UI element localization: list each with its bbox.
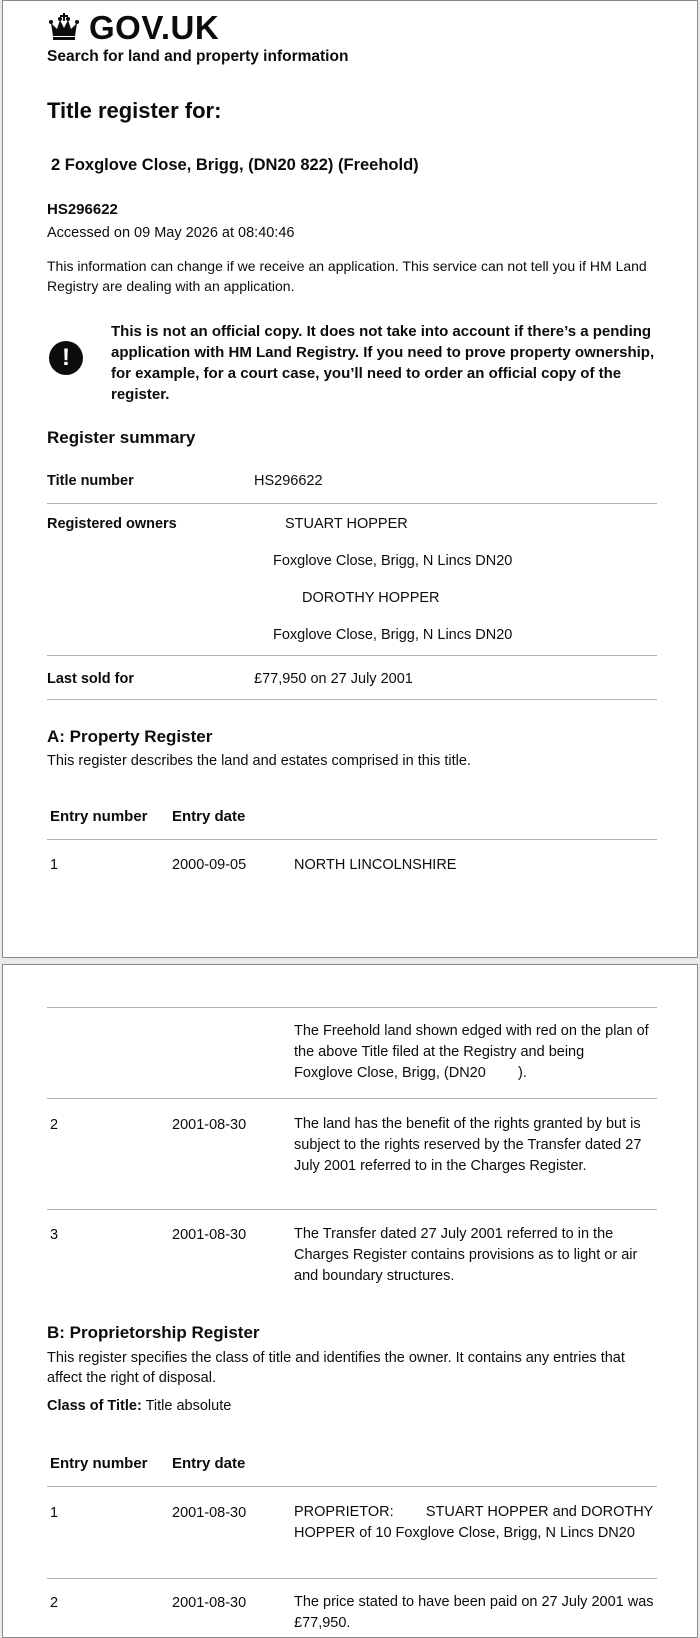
service-name[interactable]: Search for land and property information bbox=[47, 48, 349, 65]
table-divider bbox=[47, 1578, 657, 1579]
entry-date: 2001-08-30 bbox=[172, 1505, 247, 1521]
entry-number: 3 bbox=[50, 1227, 59, 1243]
property-register-description: This register describes the land and estates comprised in this title. bbox=[47, 753, 471, 769]
table-divider bbox=[47, 839, 657, 840]
class-of-title-value: Title absolute bbox=[145, 1398, 232, 1414]
summary-divider bbox=[47, 655, 657, 656]
last-sold-label: Last sold for bbox=[47, 671, 135, 687]
warning-text: This is not an official copy. It does not take into account if there’s a pending application with HM Land Registry. If you need to prove property ownership, for example, for a court case, you’ll need to order an official copy of the register. bbox=[111, 323, 655, 403]
entry-text: The price stated to have been paid on 27 July 2001 was £77,950. bbox=[294, 1594, 654, 1631]
entry-date: 2001-08-30 bbox=[172, 1227, 247, 1243]
register-summary-heading: Register summary bbox=[47, 428, 196, 447]
title-number-label: Title number bbox=[47, 473, 134, 489]
table-divider bbox=[47, 1098, 657, 1099]
entry-text: The Freehold land shown edged with red on the plan of the above Title filed at the Registry and being Foxglove Close, Brigg, (DN20 ). bbox=[294, 1023, 653, 1081]
document-page-1 bbox=[2, 0, 698, 958]
entry-date: 2001-08-30 bbox=[172, 1595, 247, 1611]
entry-number: 1 bbox=[50, 1505, 59, 1521]
entry-text: NORTH LINCOLNSHIRE bbox=[294, 857, 457, 873]
entry-number-header: Entry number bbox=[50, 808, 148, 825]
title-number-heading: HS296622 bbox=[47, 201, 118, 218]
warning-icon: ! bbox=[49, 341, 83, 375]
table-divider bbox=[47, 1007, 657, 1008]
info-text: This information can change if we receive an application. This service can not tell you if HM Land Registry are dealing with an application. bbox=[47, 258, 647, 294]
crown-icon bbox=[47, 11, 81, 45]
table-divider bbox=[47, 1209, 657, 1210]
accessed-date: Accessed on 09 May 2026 at 08:40:46 bbox=[47, 225, 295, 241]
entry-date-header: Entry date bbox=[172, 808, 246, 825]
title-number-value: HS296622 bbox=[254, 473, 323, 489]
last-sold-value: £77,950 on 27 July 2001 bbox=[254, 671, 413, 687]
entry-date: 2000-09-05 bbox=[172, 857, 247, 873]
owner-name: DOROTHY HOPPER bbox=[302, 590, 440, 606]
owner-address: Foxglove Close, Brigg, N Lincs DN20 bbox=[273, 627, 513, 643]
govuk-logo[interactable] bbox=[47, 9, 219, 47]
class-of-title-label: Class of Title: bbox=[47, 1398, 142, 1414]
property-address: 2 Foxglove Close, Brigg, (DN20 822) (Freehold) bbox=[51, 156, 419, 174]
entry-date-header: Entry date bbox=[172, 1455, 246, 1472]
owner-name: STUART HOPPER bbox=[285, 516, 408, 532]
summary-divider bbox=[47, 503, 657, 504]
entry-date: 2001-08-30 bbox=[172, 1117, 247, 1133]
property-register-heading: A: Property Register bbox=[47, 727, 213, 746]
owner-address: Foxglove Close, Brigg, N Lincs DN20 bbox=[273, 553, 513, 569]
entry-text: PROPRIETOR: STUART HOPPER and DOROTHY HOPPER of 10 Foxglove Close, Brigg, N Lincs DN20 bbox=[294, 1504, 658, 1541]
class-of-title bbox=[47, 1398, 231, 1414]
entry-number-header: Entry number bbox=[50, 1455, 148, 1472]
logo-text: GOV.UK bbox=[89, 9, 220, 46]
summary-divider bbox=[47, 699, 657, 700]
page-title: Title register for: bbox=[47, 98, 222, 123]
table-divider bbox=[47, 1486, 657, 1487]
document-page-2 bbox=[2, 964, 698, 1638]
entry-number: 2 bbox=[50, 1595, 59, 1611]
registered-owners-label: Registered owners bbox=[47, 516, 177, 532]
entry-text: The land has the benefit of the rights granted by but is subject to the rights reserved by the Transfer dated 27 July 2001 referred to in the Charges Register. bbox=[294, 1116, 642, 1174]
proprietorship-register-description: This register specifies the class of title and identifies the owner. It contains any entries that affect the right of disposal. bbox=[47, 1350, 625, 1386]
entry-number: 1 bbox=[50, 857, 59, 873]
entry-text: The Transfer dated 27 July 2001 referred to in the Charges Register contains provisions as to light or air and boundary structures. bbox=[294, 1226, 638, 1284]
entry-number: 2 bbox=[50, 1117, 59, 1133]
proprietorship-register-heading: B: Proprietorship Register bbox=[47, 1323, 260, 1342]
